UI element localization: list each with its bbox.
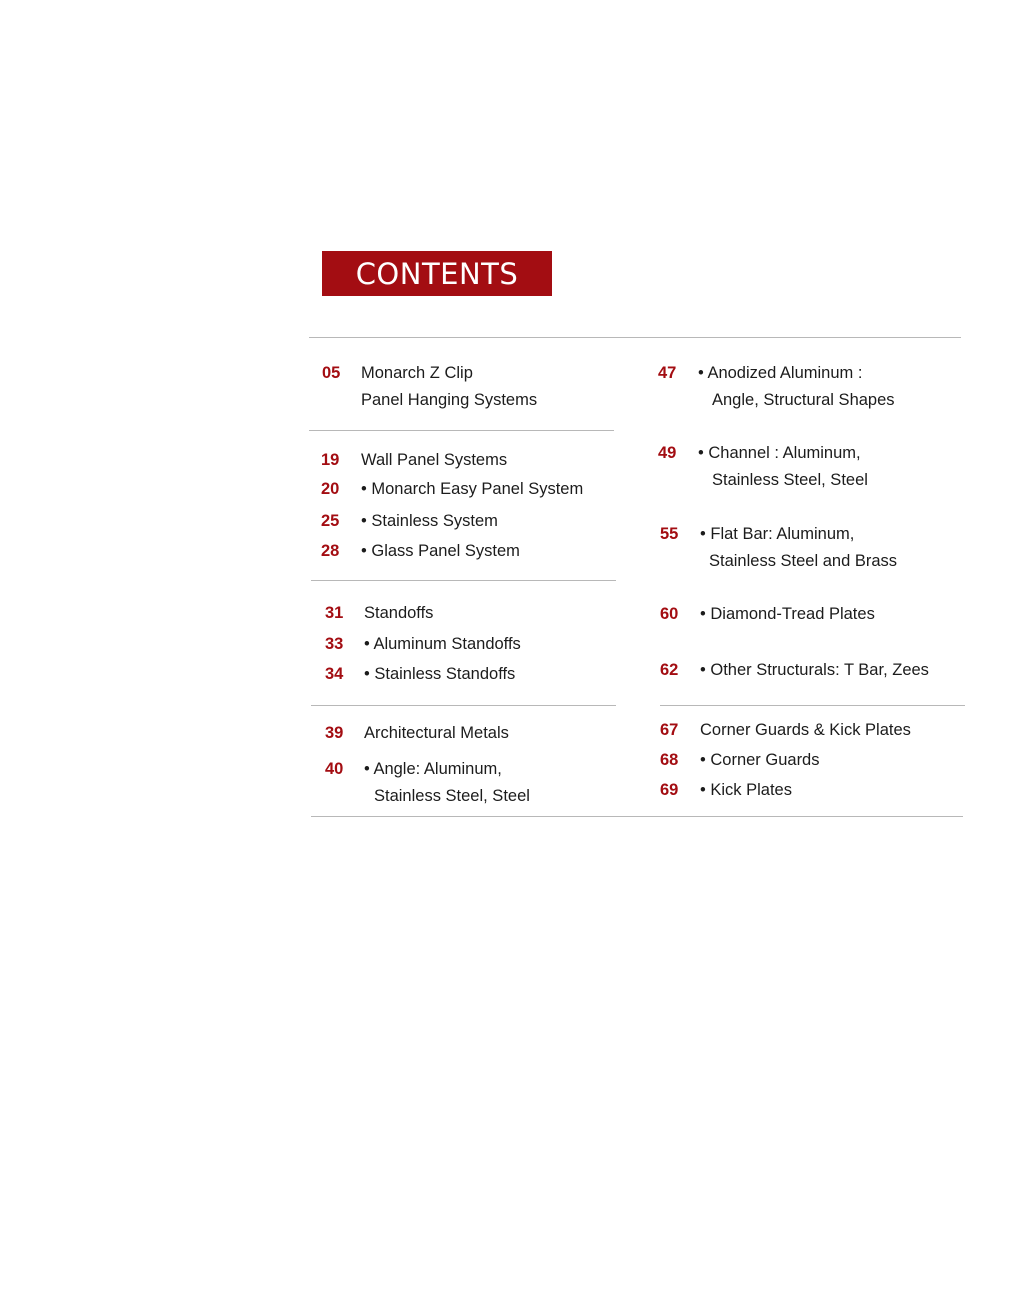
- entry-title-continued[interactable]: Angle, Structural Shapes: [712, 391, 895, 409]
- entry-title[interactable]: • Angle: Aluminum,: [364, 760, 502, 778]
- page-number[interactable]: 49: [658, 444, 677, 462]
- entry-title[interactable]: • Anodized Aluminum :: [698, 364, 863, 382]
- entry-title[interactable]: Standoffs: [364, 604, 434, 622]
- divider-left-3: [311, 705, 616, 706]
- divider-left-1: [309, 430, 614, 431]
- entry-title[interactable]: • Aluminum Standoffs: [364, 635, 521, 653]
- entry-title[interactable]: • Other Structurals: T Bar, Zees: [700, 661, 929, 679]
- page-number[interactable]: 47: [658, 364, 677, 382]
- entry-title[interactable]: • Glass Panel System: [361, 542, 520, 560]
- page-number[interactable]: 28: [321, 542, 340, 560]
- entry-title[interactable]: Wall Panel Systems: [361, 451, 508, 469]
- page-number[interactable]: 69: [660, 781, 679, 799]
- entry-title[interactable]: • Flat Bar: Aluminum,: [700, 525, 855, 543]
- contents-heading: CONTENTS: [322, 251, 552, 296]
- page-number[interactable]: 34: [325, 665, 344, 683]
- page-number[interactable]: 31: [325, 604, 344, 622]
- entry-title[interactable]: • Monarch Easy Panel System: [361, 480, 584, 498]
- page-number[interactable]: 05: [322, 364, 341, 382]
- entry-title[interactable]: • Diamond-Tread Plates: [700, 605, 875, 623]
- entry-title[interactable]: • Stainless Standoffs: [364, 665, 516, 683]
- entry-title[interactable]: Architectural Metals: [364, 724, 509, 742]
- entry-title-continued[interactable]: Stainless Steel, Steel: [712, 471, 868, 489]
- entry-title[interactable]: • Channel : Aluminum,: [698, 444, 861, 462]
- page-number[interactable]: 40: [325, 760, 344, 778]
- page-number[interactable]: 67: [660, 721, 679, 739]
- divider-left-2: [311, 580, 616, 581]
- entry-title[interactable]: Monarch Z Clip: [361, 364, 473, 382]
- entry-title-continued[interactable]: Stainless Steel and Brass: [709, 552, 898, 570]
- page-number[interactable]: 68: [660, 751, 679, 769]
- entry-title[interactable]: • Kick Plates: [700, 781, 792, 799]
- entry-title-continued[interactable]: Panel Hanging Systems: [361, 391, 538, 409]
- page-number[interactable]: 25: [321, 512, 340, 530]
- page-number[interactable]: 20: [321, 480, 340, 498]
- page-number[interactable]: 33: [325, 635, 344, 653]
- entry-title-continued[interactable]: Stainless Steel, Steel: [374, 787, 530, 805]
- page-number[interactable]: 55: [660, 525, 679, 543]
- entry-title[interactable]: • Stainless System: [361, 512, 498, 530]
- divider-top: [309, 337, 961, 338]
- page-number[interactable]: 39: [325, 724, 344, 742]
- divider-right-1: [660, 705, 965, 706]
- entry-title[interactable]: • Corner Guards: [700, 751, 820, 769]
- entry-title[interactable]: Corner Guards & Kick Plates: [700, 721, 911, 739]
- page-number[interactable]: 60: [660, 605, 679, 623]
- page-number[interactable]: 62: [660, 661, 679, 679]
- page-number[interactable]: 19: [321, 451, 340, 469]
- divider-bottom: [311, 816, 963, 817]
